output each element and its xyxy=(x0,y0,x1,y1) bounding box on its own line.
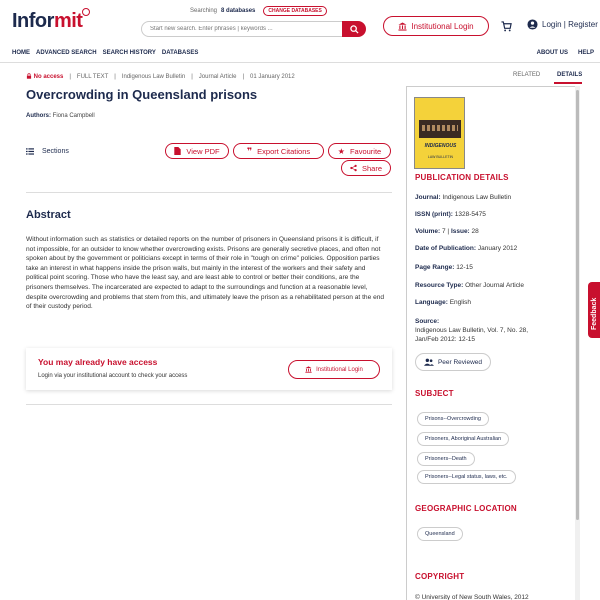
issn-label: ISSN (print): xyxy=(415,211,453,218)
journal-label: Journal: xyxy=(415,194,441,201)
resource-type-label: Resource Type: xyxy=(415,282,464,289)
access-box xyxy=(26,348,392,390)
access-status xyxy=(26,73,63,80)
access-institutional-login-button[interactable] xyxy=(288,360,380,379)
export-citations-label: Export Citations xyxy=(257,146,311,156)
full-text-label: FULL TEXT xyxy=(76,73,109,80)
search-scope xyxy=(190,6,327,16)
user-icon xyxy=(527,19,538,30)
lock-icon xyxy=(26,73,32,79)
cart-button[interactable] xyxy=(501,19,512,37)
language-label: Language: xyxy=(415,299,448,306)
page-range-row xyxy=(415,264,473,271)
institutional-login-button[interactable] xyxy=(383,16,489,36)
view-pdf-button[interactable] xyxy=(165,143,229,159)
active-tab-indicator xyxy=(554,82,582,84)
searching-label: Searching xyxy=(190,8,218,14)
star-icon: ★ xyxy=(337,146,345,156)
date-value: January 2012 xyxy=(477,245,518,252)
divider xyxy=(26,404,392,405)
institutional-login-label: Institutional Login xyxy=(411,21,474,31)
institution-icon xyxy=(398,22,407,31)
favourite-label: Favourite xyxy=(349,146,382,156)
geo-tag[interactable]: Queensland xyxy=(417,527,463,541)
sections-label: Sections xyxy=(42,148,69,155)
nav-search-history[interactable]: SEARCH HISTORY xyxy=(102,50,156,56)
source-label: Source: xyxy=(415,318,440,325)
subject-tag[interactable]: Prisons--Overcrowding xyxy=(417,412,489,426)
abstract-heading: Abstract xyxy=(26,209,71,221)
access-login-label: Institutional Login xyxy=(316,366,363,373)
meta-separator: | xyxy=(242,73,245,80)
journal-row xyxy=(415,194,511,201)
resource-type-row xyxy=(415,282,524,289)
meta-separator: | xyxy=(114,73,116,80)
volume-issue-row xyxy=(415,228,479,235)
share-button[interactable] xyxy=(341,160,391,176)
access-status-label: No access xyxy=(33,74,64,80)
share-icon xyxy=(350,164,357,172)
article-title: Overcrowding in Queensland prisons xyxy=(26,87,258,102)
cart-icon xyxy=(501,21,512,32)
export-citations-button[interactable] xyxy=(233,143,324,159)
nav-databases[interactable]: DATABASES xyxy=(161,50,199,56)
cover-subtitle: LAW BULLETIN xyxy=(427,155,454,159)
feedback-label: Feedback xyxy=(591,297,598,330)
article-meta xyxy=(26,73,295,80)
logo-text: Infor xyxy=(12,10,54,32)
cover-title: INDIGENOUS xyxy=(424,143,457,149)
subject-tag[interactable]: Prisoners--Death xyxy=(417,452,475,466)
search-button[interactable] xyxy=(342,21,366,37)
subject-heading: SUBJECT xyxy=(415,389,454,398)
favourite-button[interactable] xyxy=(328,143,391,159)
secondary-nav xyxy=(537,50,594,56)
language-value: English xyxy=(449,299,472,306)
logo-dot-icon xyxy=(82,8,90,16)
change-databases-button[interactable]: CHANGE DATABASES xyxy=(263,6,326,16)
nav-home[interactable]: HOME xyxy=(12,50,30,56)
copyright-text: © University of New South Wales, 2012 xyxy=(415,594,529,600)
subject-tag[interactable]: Prisoners--Legal status, laws, etc. xyxy=(417,470,516,484)
source-row xyxy=(415,317,528,344)
login-register-link[interactable] xyxy=(527,19,598,30)
article-type: Journal Article xyxy=(198,73,237,80)
feedback-tab[interactable] xyxy=(588,282,600,338)
issn-value: 1328-5475 xyxy=(454,211,486,218)
separator: | xyxy=(447,228,450,235)
meta-separator: | xyxy=(191,73,193,80)
issn-row xyxy=(415,211,486,218)
main-nav xyxy=(12,50,198,56)
details-panel xyxy=(406,86,580,600)
databases-count: 8 databases xyxy=(221,8,256,14)
date-row xyxy=(415,245,517,252)
language-row xyxy=(415,299,471,306)
informit-logo[interactable] xyxy=(12,10,82,33)
search-input[interactable] xyxy=(141,21,343,37)
people-icon xyxy=(424,358,434,366)
divider xyxy=(26,192,392,193)
nav-help[interactable]: HELP xyxy=(577,50,594,56)
author-name[interactable]: Fiona Campbell xyxy=(52,113,95,119)
quote-icon: ❞ xyxy=(246,145,253,156)
journal-value[interactable]: Indigenous Law Bulletin xyxy=(442,194,512,201)
abstract-text: Without information such as statistics or detailed reports on the number of prisoners in Queensland prisons it is difficult, if not impossible, for an outsider to know whether overcrowding exists. Prisons are generally secretive places, and often not spoken about by the government or politicians except in terms of their role in "tough on crime" policies. Opposition parties take an interest in what happens inside the prison walls, but mainly in the interest of the workers and their safety and political point scoring. Those who have the least say, and are least able to control or better their conditions, are the prisoners themselves. The incarcerated are expected to adapt to the surroundings and function at a reasonable level, despite overcrowding and problems that stem from this, and ultimately leave the prison as a rehabilitated person at the end of their custody period. xyxy=(26,236,385,311)
document-icon xyxy=(174,147,181,155)
journal-cover xyxy=(414,97,465,169)
list-icon xyxy=(26,148,34,155)
peer-reviewed-badge xyxy=(415,353,491,371)
access-text: Login via your institutional account to check your access xyxy=(38,373,188,379)
issue-value[interactable]: 28 xyxy=(471,228,479,235)
copyright-heading: COPYRIGHT xyxy=(415,572,465,581)
page-range-value: 12-15 xyxy=(456,264,473,271)
publication-details-heading: PUBLICATION DETAILS xyxy=(415,173,509,182)
view-pdf-label: View PDF xyxy=(186,146,220,156)
tab-related[interactable]: RELATED xyxy=(513,72,541,78)
volume-value[interactable]: 7 xyxy=(441,228,446,235)
article-date: 01 January 2012 xyxy=(250,73,295,80)
meta-separator: | xyxy=(69,73,71,80)
source-line-1: Indigenous Law Bulletin, Vol. 7, No. 28, xyxy=(415,327,529,334)
search-icon xyxy=(350,25,359,34)
access-heading: You may already have access xyxy=(38,357,158,367)
authors xyxy=(26,113,95,119)
institution-icon xyxy=(305,366,312,373)
date-label: Date of Publication: xyxy=(415,245,477,252)
panel-scrollbar-thumb[interactable] xyxy=(576,90,579,520)
cover-photo xyxy=(419,120,461,138)
logo-text-accent: mit xyxy=(53,10,83,32)
authors-label: Authors: xyxy=(26,113,51,119)
tab-details[interactable]: DETAILS xyxy=(557,72,583,78)
login-register-label: Login | Register xyxy=(542,20,598,29)
peer-reviewed-label: Peer Reviewed xyxy=(437,358,483,366)
geographic-location-heading: GEOGRAPHIC LOCATION xyxy=(415,504,517,513)
nav-divider xyxy=(0,62,600,63)
page-range-label: Page Range: xyxy=(415,264,455,271)
sections-toggle[interactable] xyxy=(26,148,69,155)
subject-tag[interactable]: Prisoners, Aboriginal Australian xyxy=(417,432,509,446)
resource-type-value: Other Journal Article xyxy=(465,282,524,289)
issue-label: Issue: xyxy=(450,228,470,235)
nav-about-us[interactable]: ABOUT US xyxy=(536,50,568,56)
volume-label: Volume: xyxy=(415,228,441,235)
source-line-2: Jan/Feb 2012: 12-15 xyxy=(415,336,475,343)
share-label: Share xyxy=(361,163,382,173)
publication-name[interactable]: Indigenous Law Bulletin xyxy=(121,73,186,80)
nav-advanced-search[interactable]: ADVANCED SEARCH xyxy=(36,50,97,56)
